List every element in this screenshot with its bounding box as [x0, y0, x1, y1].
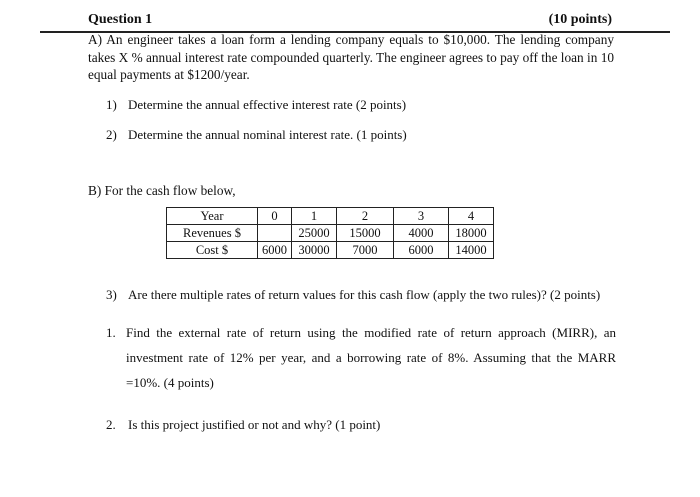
- table-cell: 1: [292, 208, 337, 225]
- item-number: 2.: [106, 417, 116, 432]
- table-row-year: [167, 208, 494, 225]
- table-cell: 6000: [394, 242, 449, 259]
- table-cell: 4: [449, 208, 494, 225]
- table-cell: 14000: [449, 242, 494, 259]
- part-b-question-justified: [106, 416, 380, 433]
- table-cell: 3: [394, 208, 449, 225]
- item-number: 1.: [106, 325, 116, 340]
- cash-flow-table: [166, 207, 494, 259]
- table-cell: [258, 225, 292, 242]
- table-cell: 2: [337, 208, 394, 225]
- question-header: [88, 12, 612, 30]
- item-number: 2): [106, 127, 117, 142]
- item-text: Determine the annual nominal interest rate. (1 points): [128, 127, 407, 142]
- table-row-cost: [167, 242, 494, 259]
- table-cell: 4000: [394, 225, 449, 242]
- part-a-item-2: [106, 126, 407, 143]
- item-text: Is this project justified or not and why? (1 point): [128, 417, 381, 432]
- table-cell: 30000: [292, 242, 337, 259]
- table-cell: 6000: [258, 242, 292, 259]
- item-text: Are there multiple rates of return values for this cash flow (apply the two rules)? (2 points): [128, 287, 601, 302]
- item-number: 1): [106, 97, 117, 112]
- question-title: Question 1: [88, 12, 153, 27]
- table-cell: 0: [258, 208, 292, 225]
- item-text: Determine the annual effective interest rate (2 points): [128, 97, 407, 112]
- row-label: Cost $: [167, 242, 258, 259]
- row-label: Year: [167, 208, 258, 225]
- table-cell: 15000: [337, 225, 394, 242]
- part-b-question-3: [106, 286, 600, 303]
- item-text: Find the external rate of return using the modified rate of return approach (MIRR), an investment rate of 12% per year, and a borrowing rate of 8%. Assuming that the MARR =10%. (4 points): [126, 325, 616, 390]
- part-a-item-1: [106, 96, 406, 113]
- question-points: (10 points): [548, 12, 612, 27]
- table-cell: 18000: [449, 225, 494, 242]
- part-b-question-mirr: [106, 320, 616, 395]
- table-row-revenues: [167, 225, 494, 242]
- part-b-intro: B) For the cash flow below,: [88, 183, 236, 198]
- item-number: 3): [106, 287, 117, 302]
- part-a-text: A) An engineer takes a loan form a lending company equals to $10,000. The lending company takes X % annual interest rate compounded quarterly. The engineer agrees to pay off the loan in 10 equal payments at $1200/year.: [88, 32, 614, 82]
- table-cell: 7000: [337, 242, 394, 259]
- table-cell: 25000: [292, 225, 337, 242]
- row-label: Revenues $: [167, 225, 258, 242]
